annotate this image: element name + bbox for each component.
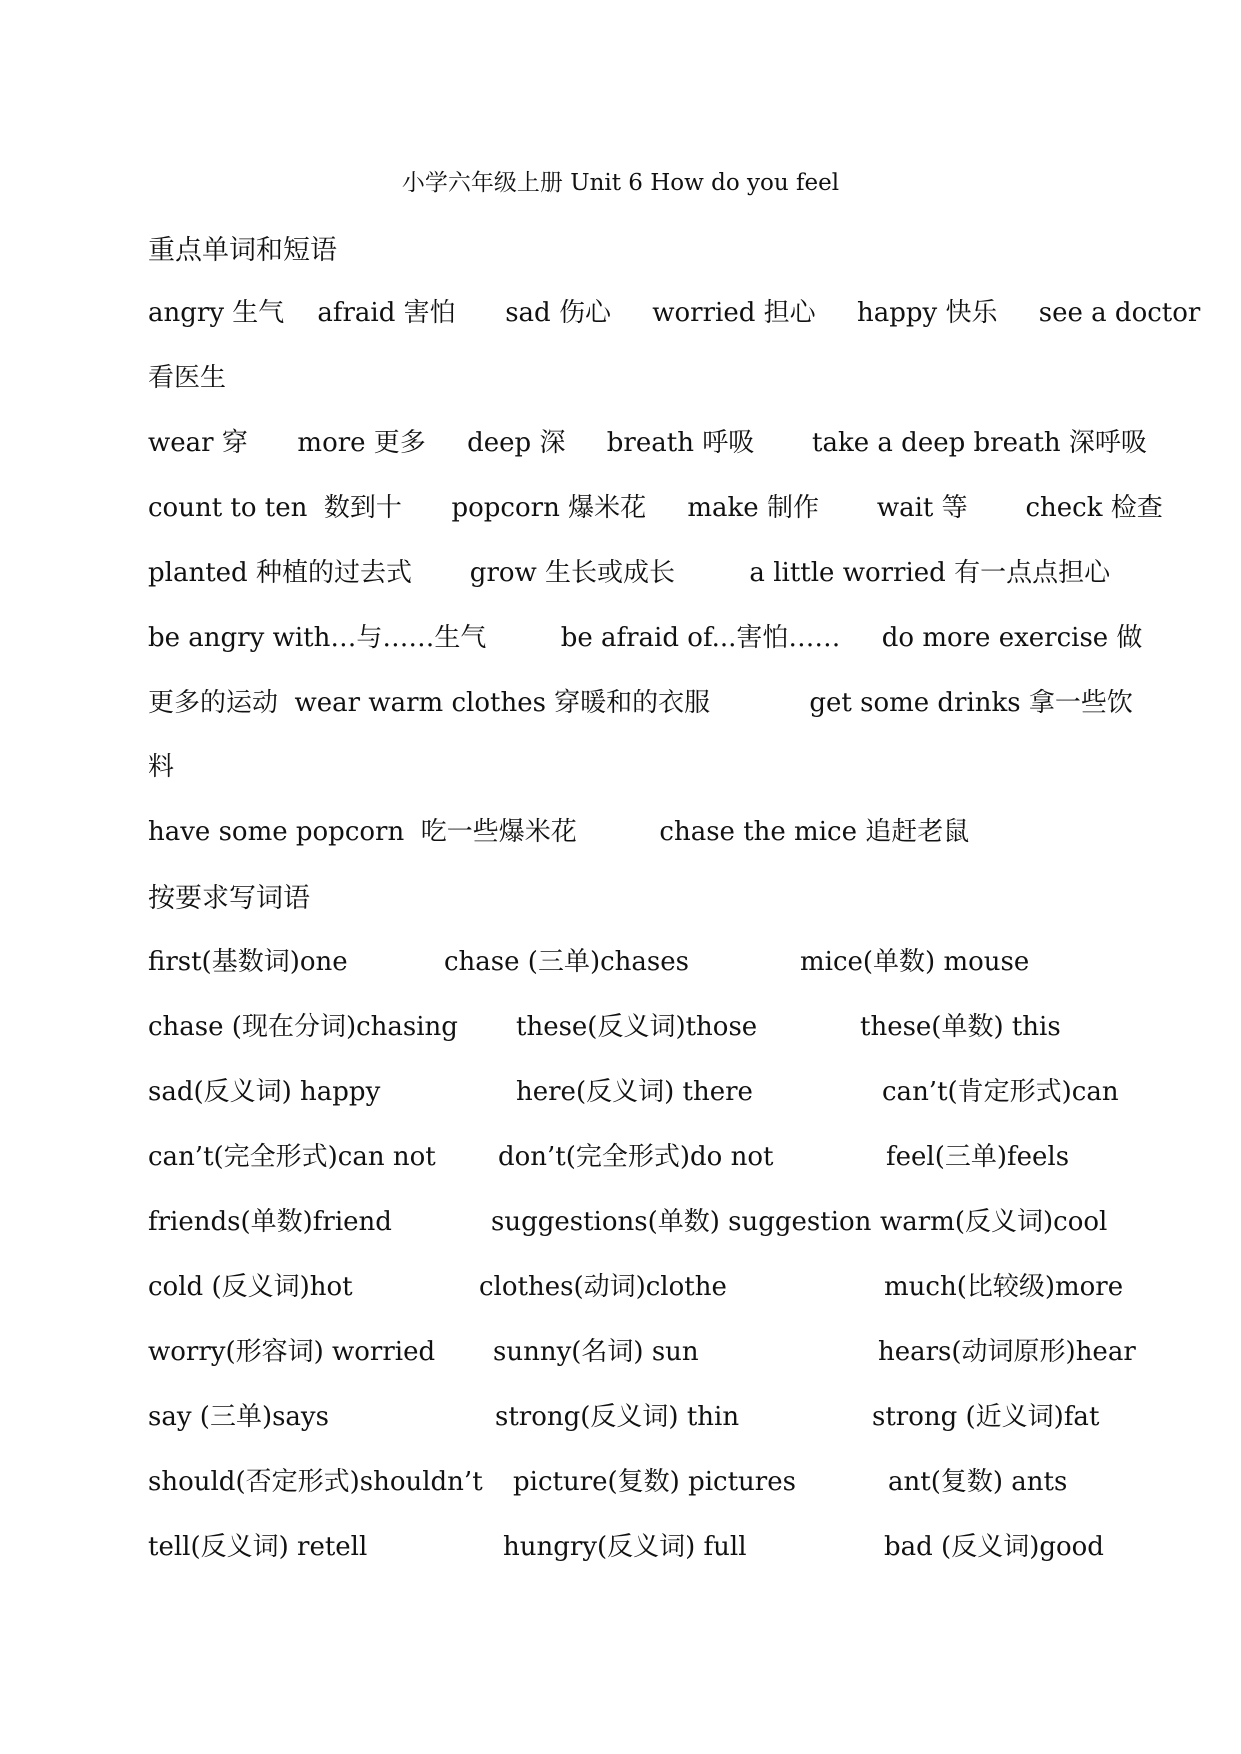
word-form-cell: sunny(名词) sun bbox=[493, 1337, 699, 1367]
word-form-cell: worry(形容词) worried bbox=[148, 1337, 436, 1367]
vocab-line: count to ten 数到十 popcorn 爆米花 make 制作 wait 等 check 检查 bbox=[148, 493, 1163, 523]
word-form-cell: hears(动词原形)hear bbox=[878, 1337, 1136, 1367]
word-form-cell: sad(反义词) happy bbox=[148, 1077, 381, 1107]
word-form-cell: should(否定形式)shouldn’t bbox=[148, 1467, 483, 1497]
word-form-cell: much(比较级)more bbox=[884, 1272, 1124, 1302]
word-form-cell: clothes(动词)clothe bbox=[479, 1272, 727, 1302]
section-heading-word-forms: 按要求写词语 bbox=[148, 883, 310, 914]
word-form-cell: chase (现在分词)chasing bbox=[148, 1012, 458, 1042]
word-form-cell: first(基数词)one bbox=[148, 947, 348, 977]
vocab-line: wear 穿 more 更多 deep 深 breath 呼吸 take a deep breath 深呼吸 bbox=[148, 428, 1147, 458]
word-form-cell: hungry(反义词) full bbox=[503, 1532, 747, 1562]
section-heading-vocab: 重点单词和短语 bbox=[148, 235, 337, 266]
page-title: 小学六年级上册 Unit 6 How do you feel bbox=[401, 170, 840, 196]
word-form-cell: feel(三单)feels bbox=[886, 1142, 1070, 1172]
word-form-cell: can’t(肯定形式)can bbox=[882, 1077, 1119, 1107]
vocab-line: be angry with…与……生气 be afraid of...害怕…… do more exercise 做 bbox=[148, 623, 1143, 653]
word-form-cell: these(反义词)those bbox=[516, 1012, 758, 1042]
vocab-line: planted 种植的过去式 grow 生长或成长 a little worried 有一点点担心 bbox=[148, 558, 1111, 588]
word-form-cell: strong (近义词)fat bbox=[872, 1402, 1100, 1432]
word-form-cell: picture(复数) pictures bbox=[513, 1467, 796, 1497]
vocab-line: angry 生气 afraid 害怕 sad 伤心 worried 担心 happy 快乐 see a doctor bbox=[148, 298, 1201, 328]
word-form-cell: ant(复数) ants bbox=[888, 1467, 1068, 1497]
vocab-line: 料 bbox=[148, 752, 175, 782]
word-form-cell: can’t(完全形式)can not bbox=[148, 1142, 436, 1172]
vocab-line: 更多的运动 wear warm clothes 穿暖和的衣服 get some drinks 拿一些饮 bbox=[148, 688, 1133, 718]
word-form-cell: bad (反义词)good bbox=[884, 1532, 1104, 1562]
word-form-cell: mice(单数) mouse bbox=[800, 947, 1030, 977]
word-form-cell: don’t(完全形式)do not bbox=[498, 1142, 774, 1172]
word-form-cell: tell(反义词) retell bbox=[148, 1532, 368, 1562]
word-form-cell: these(单数) this bbox=[860, 1012, 1061, 1042]
word-form-cell: strong(反义词) thin bbox=[495, 1402, 740, 1432]
vocab-line: 看医生 bbox=[148, 363, 227, 393]
word-form-cell: suggestions(单数) suggestion bbox=[491, 1207, 872, 1237]
word-form-cell: say (三单)says bbox=[148, 1402, 329, 1432]
word-form-cell: warm(反义词)cool bbox=[880, 1207, 1108, 1237]
vocab-line: have some popcorn 吃一些爆米花 chase the mice 追赶老鼠 bbox=[148, 817, 970, 847]
word-form-cell: chase (三单)chases bbox=[444, 947, 689, 977]
word-form-cell: cold (反义词)hot bbox=[148, 1272, 353, 1302]
word-form-cell: here(反义词) there bbox=[516, 1077, 753, 1107]
word-form-cell: friends(单数)friend bbox=[148, 1207, 392, 1237]
